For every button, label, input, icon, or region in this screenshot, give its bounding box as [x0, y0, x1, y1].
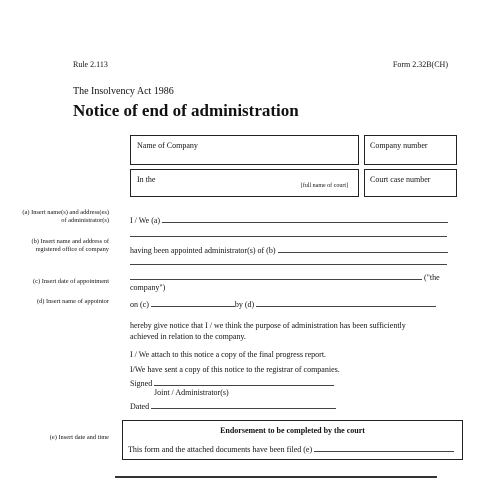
court-case-label: Court case number	[370, 175, 431, 184]
administrator-address-field[interactable]	[130, 236, 447, 237]
court-case-number-box[interactable]	[364, 169, 457, 197]
signed-line	[130, 377, 334, 388]
company-label: company")	[130, 283, 166, 292]
company-name-field[interactable]	[278, 244, 448, 253]
having-label: having been appointed administrator(s) of (b)	[130, 246, 276, 255]
rule-number: Rule 2.113	[73, 60, 108, 69]
page-title: Notice of end of administration	[73, 101, 299, 120]
registered-office-continued-field[interactable]	[130, 271, 422, 280]
administrator-names-field[interactable]	[162, 214, 448, 223]
appointment-date-field[interactable]	[151, 298, 235, 307]
administrator-line	[130, 214, 448, 225]
company-close-line	[130, 271, 440, 282]
appointor-name-field[interactable]	[256, 298, 436, 307]
side-note-c: (c) Insert date of appointment	[33, 278, 109, 285]
notice-text-1: hereby give notice that I / we think the purpose of administration has been sufficiently	[130, 321, 406, 330]
dated-line	[130, 400, 336, 411]
by-label: by (d)	[234, 300, 255, 309]
on-label: on (c)	[130, 300, 149, 309]
side-note-a: (a) Insert name(s) and address(es) of administrator(s)	[22, 209, 109, 224]
endorsement-line	[128, 443, 454, 454]
sent-text: I/We have sent a copy of this notice to the registrar of companies.	[130, 365, 340, 374]
court-hint: [full name of court]	[300, 183, 348, 189]
court-name-box[interactable]	[130, 169, 359, 197]
signature-field[interactable]	[154, 377, 334, 386]
company-number-label: Company number	[370, 141, 428, 150]
appointment-line	[130, 298, 436, 309]
form-number: Form 2.32B(CH)	[392, 60, 448, 69]
act-name: The Insolvency Act 1986	[73, 86, 174, 97]
company-name-label: Name of Company	[137, 141, 198, 150]
date-field[interactable]	[151, 400, 336, 409]
the-label: ("the	[424, 273, 440, 282]
side-note-d: (d) Insert name of appointor	[36, 298, 109, 305]
endorsement-title: Endorsement to be completed by the court	[220, 426, 365, 435]
endorsement-text: This form and the attached documents have been filed (e)	[128, 445, 313, 454]
signed-label: Signed	[130, 379, 153, 388]
company-name-box[interactable]	[130, 135, 359, 165]
attach-text: I / We attach to this notice a copy of the final progress report.	[130, 350, 327, 359]
court-in-label: In the	[137, 175, 156, 184]
side-note-b: (b) Insert name and address of registered office of company	[31, 238, 109, 253]
bottom-rule	[115, 476, 437, 478]
side-note-e: (e) Insert date and time	[49, 434, 109, 441]
iwe-label: I / We (a)	[130, 216, 161, 225]
company-number-box[interactable]	[364, 135, 457, 165]
filed-date-time-field[interactable]	[314, 443, 454, 452]
joint-administrator-label: Joint / Administrator(s)	[154, 388, 229, 397]
registered-office-line	[130, 244, 448, 255]
court-endorsement-box	[122, 420, 463, 460]
notice-text-2: achieved in relation to the company.	[130, 332, 246, 341]
dated-label: Dated	[130, 402, 150, 411]
registered-office-field[interactable]	[130, 264, 447, 265]
